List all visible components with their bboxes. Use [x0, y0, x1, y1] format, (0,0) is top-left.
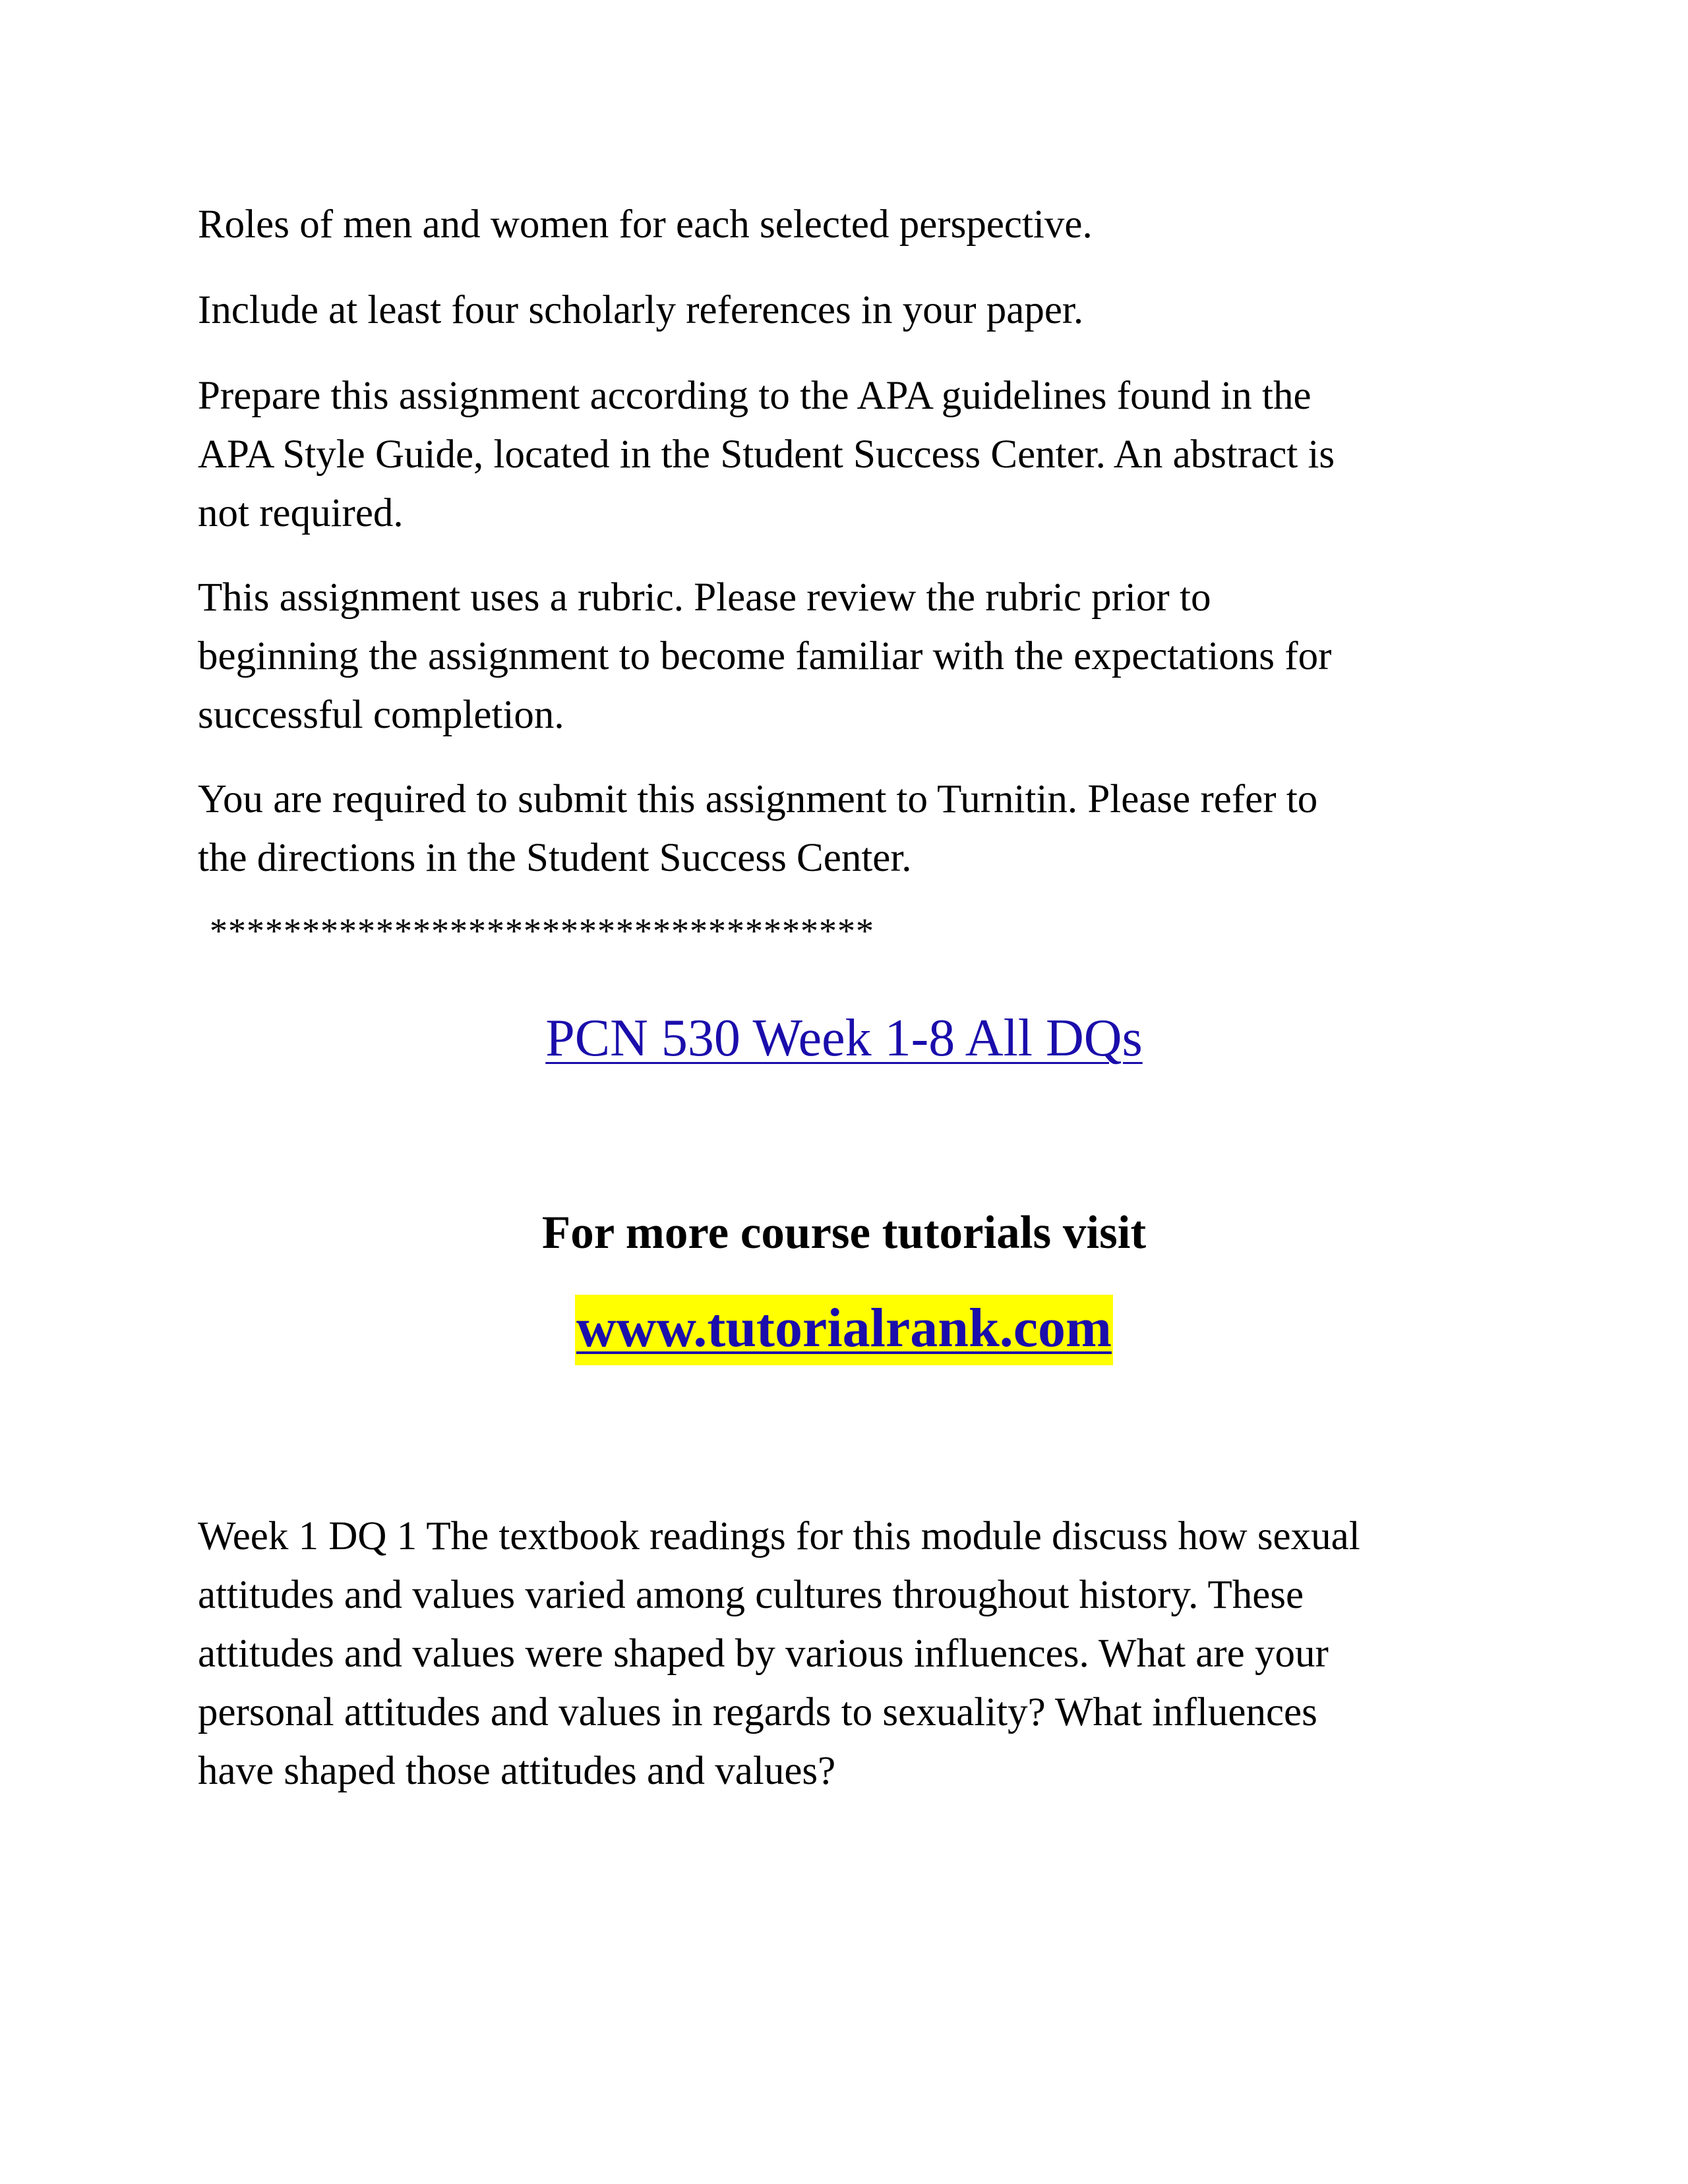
text-line: APA Style Guide, located in the Student Success Center. An abstract is: [198, 432, 1335, 477]
text-line: You are required to submit this assignment to Turnitin. Please refer to: [198, 777, 1318, 821]
paragraph-references: [198, 281, 1490, 339]
text-line: This assignment uses a rubric. Please review the rubric prior to: [198, 576, 1211, 620]
separator-stars: ************************************: [210, 911, 874, 951]
paragraph-turnitin: [198, 770, 1490, 887]
text-line: Week 1 DQ 1 The textbook readings for this module discuss how sexual: [198, 1514, 1360, 1558]
text-line: Prepare this assignment according to the APA guidelines found in the: [198, 374, 1311, 418]
text-line: successful completion.: [198, 693, 564, 737]
text-line: have shaped those attitudes and values?: [198, 1749, 836, 1793]
text-line: personal attitudes and values in regards to sexuality? What influences: [198, 1690, 1317, 1734]
more-tutorials-heading: For more course tutorials visit: [541, 1207, 1147, 1258]
paragraph-apa-guidelines: [198, 367, 1490, 543]
paragraph-week1-dq1: [198, 1507, 1490, 1800]
dq-link-container: [0, 1002, 1688, 1075]
text-line: the directions in the Student Success Center.: [198, 836, 912, 880]
dq-link[interactable]: PCN 530 Week 1-8 All DQs: [545, 1009, 1143, 1067]
site-link-container: [0, 1292, 1688, 1365]
paragraph-rubric: [198, 568, 1490, 744]
site-link[interactable]: www.tutorialrank.com: [575, 1295, 1113, 1365]
text-line: attitudes and values varied among cultures throughout history. These: [198, 1573, 1304, 1617]
text-line: Roles of men and women for each selected perspective.: [198, 202, 1093, 247]
text-line: attitudes and values were shaped by various influences. What are your: [198, 1632, 1329, 1676]
text-line: Include at least four scholarly references in your paper.: [198, 288, 1084, 332]
paragraph-roles: [198, 195, 1490, 254]
text-line: not required.: [198, 491, 404, 535]
text-line: beginning the assignment to become familiar with the expectations for: [198, 634, 1332, 678]
